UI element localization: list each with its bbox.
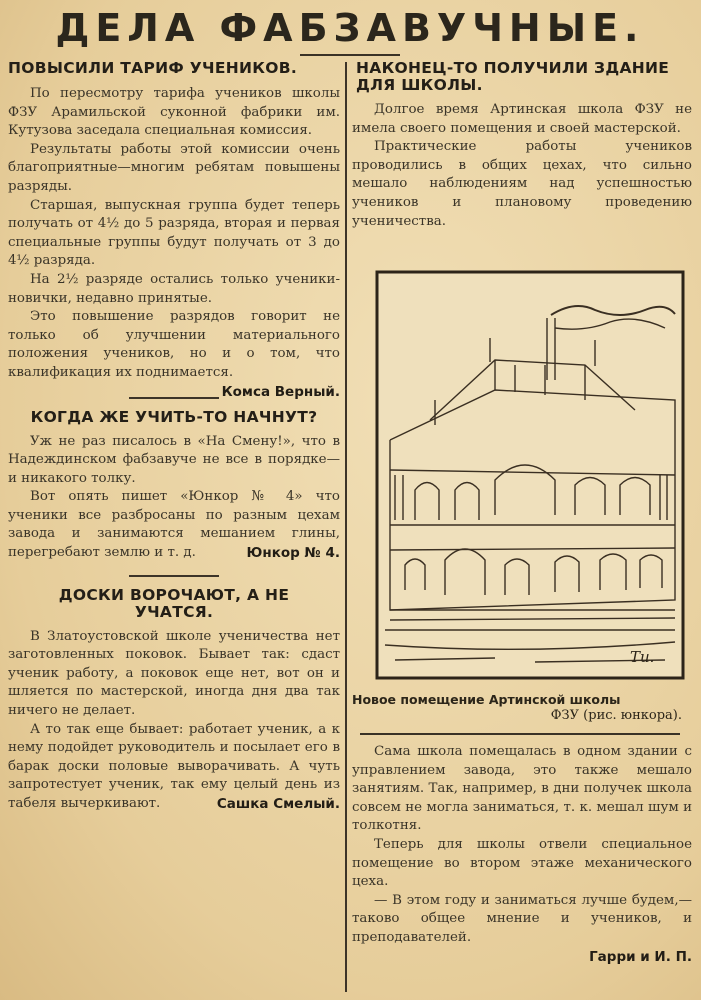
caption-rule xyxy=(360,733,680,735)
article-title: НАКОНЕЦ-ТО ПОЛУЧИЛИ ЗДАНИЕ ДЛЯ ШКОЛЫ. xyxy=(356,59,670,94)
illustrator-signature: Ти. xyxy=(630,648,655,666)
article-paragraph: Сама школа помещалась в одном здании с управлением завода, это также мешало занятиям. Так, например, в дни получек школа совсем не могла заниматься, т. к. мешал шум и толкотня. xyxy=(352,744,692,834)
page-title: ДЕЛА ФАБЗАВУЧНЫЕ. xyxy=(55,6,645,50)
article-paragraph: — В этом году и заниматься лучше будем,—таково общее мнение и учеников, и преподавателей. xyxy=(352,892,692,945)
article-title: КОГДА ЖЕ УЧИТЬ-ТО НАЧНУТ? xyxy=(30,407,318,426)
article-paragraph xyxy=(8,721,340,814)
article-signature: Гарри и И. П. xyxy=(589,948,692,965)
article-text: Вот опять пишет «Юнкор № 4» что ученики все разбросаны по разным цехам завода и занимаются мешанием глины, перегребают землю и т. д. xyxy=(8,489,340,561)
article-paragraph: Результаты работы этой комиссии очень благоприятные—многим ребятам повышены разряды. xyxy=(8,141,340,194)
illustration-caption xyxy=(352,692,682,724)
article-paragraph: По пересмотру тарифа учеников школы ФЗУ Арамильской суконной фабрики им. Кутузова заседала специальная комиссия. xyxy=(8,86,340,139)
article-raised-tariff xyxy=(8,59,340,400)
left-column xyxy=(8,60,340,814)
section-rule xyxy=(129,397,219,399)
section-rule xyxy=(129,575,219,577)
article-signature: Сашка Смелый. xyxy=(216,796,340,812)
article-text: Это повышение разрядов говорит не только об улучшении материального положения учеников, но и о том, что квалификация их поднимается. xyxy=(8,309,340,380)
right-column xyxy=(352,60,692,231)
article-when-teach xyxy=(8,409,340,563)
article-title: ПОВЫСИЛИ ТАРИФ УЧЕНИКОВ. xyxy=(8,59,298,77)
article-continuation xyxy=(352,743,692,966)
article-boards xyxy=(8,587,340,814)
article-signature: Комса Верный. xyxy=(221,383,340,400)
article-paragraph: Теперь для школы отвели специальное помещение во втором этаже механического цеха. xyxy=(352,836,692,890)
article-paragraph xyxy=(8,308,340,400)
masthead-rule xyxy=(300,54,400,56)
article-text: А то так еще бывает: работает ученик, а к нему подойдет руководитель и посылает его в барак доски половые выворачивать. А чуть запротестует ученик, так ему целый день из табеля вычеркивают. xyxy=(8,721,340,811)
article-new-building xyxy=(352,60,692,231)
article-paragraph: В Златоустовской школе ученичества нет заготовленных поковок. Бывает так: сдаст ученик работу, а поковок еще нет, вот он и шляется по мастерской, иногда дня два так ничего не делает. xyxy=(8,628,340,719)
article-paragraph: На 2½ разряде остались только ученики-новички, недавно принятые. xyxy=(8,271,340,306)
article-title: ДОСКИ ВОРОЧАЮТ, А НЕ УЧАТСЯ. xyxy=(58,585,290,621)
article-paragraph: Уж не раз писалось в «На Смену!», что в Надеждинском фабзавуче не все в порядке—и никакого толку. xyxy=(8,433,340,486)
article-paragraph: Практические работы учеников проводились в общих цехах, что сильно мешало наблюдениям над успешностью учеников и плановому проведению ученичества. xyxy=(352,139,692,229)
caption-line-1: Новое помещение Артинской школы xyxy=(352,692,621,707)
article-paragraph: Долгое время Артинская школа ФЗУ не имела своего помещения и своей мастерской. xyxy=(352,102,692,136)
article-signature: Юнкор № 4. xyxy=(246,545,340,562)
caption-line-2: ФЗУ (рис. юнкора). xyxy=(550,708,682,723)
column-divider xyxy=(345,62,347,992)
school-building-illustration xyxy=(375,270,685,680)
article-paragraph xyxy=(8,488,340,562)
article-paragraph: Старшая, выпускная группа будет теперь получать от 4½ до 5 разряда, вторая и первая специальные группы будут получать от 3 до 4½ разряда. xyxy=(8,197,340,269)
